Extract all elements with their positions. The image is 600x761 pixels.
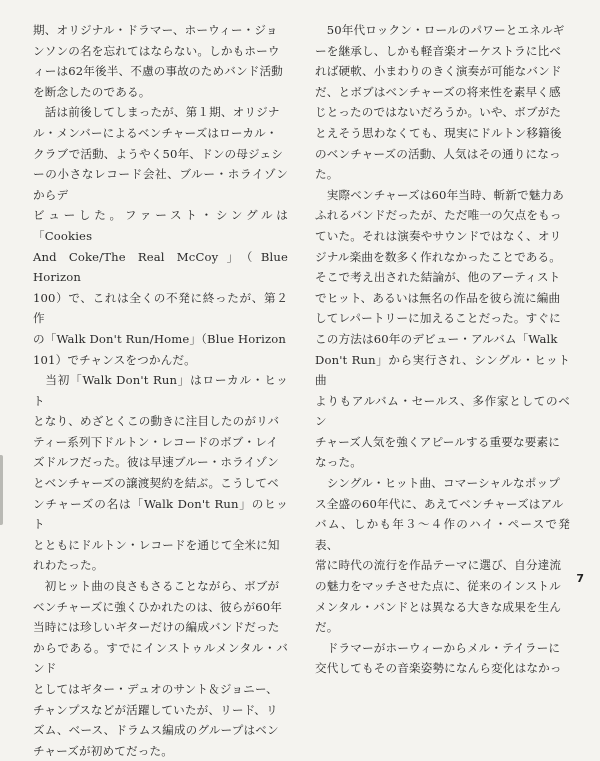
paragraph: 話は前後してしまったが、第１期、オリジナ ル・メンバーによるベンチャーズはローカル・ クラブで活動、ようやく50年、ドンの母ジェシ ーの小さなレコード会社、ブルー・ホライゾンからデ ビューした。ファースト・シングルは「Cookies And Coke/The Real McCoy」（Blue Horizon 100）で、これは全くの不発に終ったが、第２作 の「Walk Don't Run/Home」（Blue Horizon 101）でチャンスをつかんだ。 (33, 105, 288, 367)
right-text-column (315, 20, 570, 679)
page-number: 7 (576, 572, 584, 585)
paragraph: ドラマーがホーウィーからメル・テイラーに 交代してもその音楽姿勢になんら変化はなかっ (315, 640, 562, 676)
paragraph: 当初「Walk Don't Run」はローカル・ヒット となり、めざとくこの動きに注目したのがリバ ティー系列下ドルトン・レコードのボブ・レイ ズドルフだった。彼は早速ブルー・ホライゾン とベンチャーズの譲渡契約を結ぶ。こうしてベ ンチャーズの名は「Walk Don't Run」のヒット とともにドルトン・レコードを通じて全米に知 れわたった。 (33, 373, 288, 573)
paragraph: 実際ベンチャーズは60年当時、斬新で魅力あ ふれるバンドだったが、ただ唯一の欠点をもっ ていた。それは演奏やサウンドではなく、オリ ジナル楽曲を数多く作れなかったことである。 そこで考え出された結論が、他のアーティスト でヒット、あるいは無名の作品を彼ら流に編曲 してレパートリーに加えることだった。すぐに この方法は60年のデビュー・アルバム「Walk Don't Run」から実行され、シングル・ヒット曲 よりもアルバム・セールス、多作家としてのベン チャーズ人気を強くアピールする重要な要素に なった。 (315, 187, 570, 470)
paragraph: 初ヒット曲の良さもさることながら、ボブが ベンチャーズに強くひかれたのは、彼らが60年 当時には珍しいギターだけの編成バンドだった からである。すでにインストゥルメンタル・バンド としてはギター・デュオのサント＆ジョニー、 チャンプスなどが活躍していたが、リード、リ ズム、ベース、ドラムス編成のグループはベン チャーズが初めてだった。 (33, 579, 288, 758)
paragraph: 50年代ロックン・ロールのパワーとエネルギ ーを継承し、しかも軽音楽オーケストラに比べ れば硬軟、小まわりのきく演奏が可能なバンド だ、とボブはベンチャーズの将来性を素早く感 じとったのではないだろうか。いや、ボブがた とえそう思わなくても、現実にドルトン移籍後 のベンチャーズの活動、人気はその通りになっ た。 (315, 23, 565, 182)
paragraph: 期、オリジナル・ドラマー、ホーウィー・ジョ ンソンの名を忘れてはならない。しかもホーウ ィーは62年後半、不慮の事故のためバンド活動 を断念したのである。 (33, 23, 283, 99)
left-text-column (33, 20, 288, 761)
paragraph: シングル・ヒット曲、コマーシャルなポップ ス全盛の60年代に、あえてベンチャーズはアル バム、しかも年３〜４作のハイ・ペースで発表、 常に時代の流行を作品テーマに選び、自分達流 の魅力をマッチさせた点に、従来のインストル メンタル・バンドとは異なる大きな成果を生ん だ。 (315, 476, 570, 635)
page-edge-shadow (0, 455, 3, 525)
